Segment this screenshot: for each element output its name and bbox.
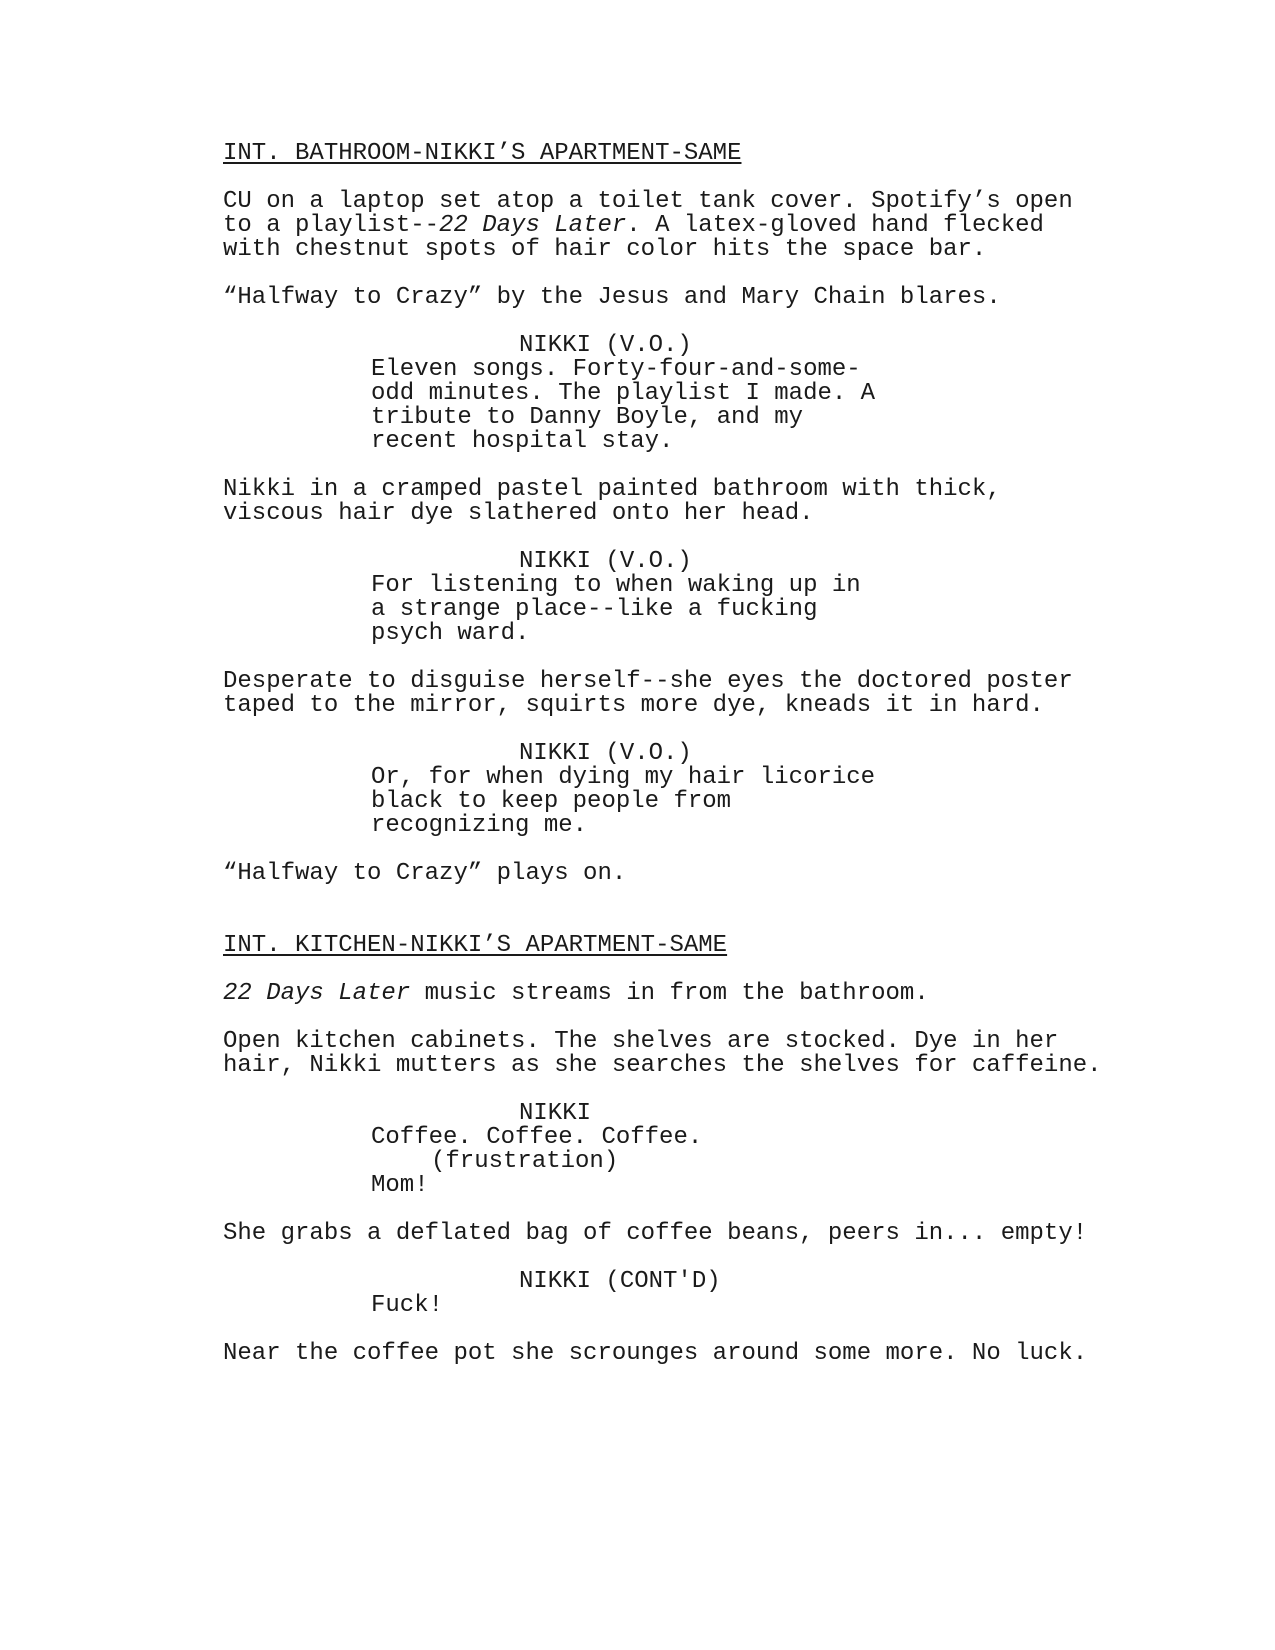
dialogue-line: black to keep people from bbox=[371, 788, 732, 815]
action-line: 22 Days Later music streams in from the bathroom. bbox=[223, 980, 929, 1007]
action-line: Desperate to disguise herself--she eyes the doctored poster bbox=[223, 668, 1073, 695]
action-line: Nikki in a cramped pastel painted bathroom with thick, bbox=[223, 476, 1001, 503]
action-line: CU on a laptop set atop a toilet tank cover. Spotify’s open bbox=[223, 188, 1073, 215]
action-line: hair, Nikki mutters as she searches the shelves for caffeine. bbox=[223, 1052, 1102, 1079]
action-line: with chestnut spots of hair color hits the space bar. bbox=[223, 236, 987, 263]
dialogue-line: Or, for when dying my hair licorice bbox=[371, 764, 876, 791]
dialogue-line: Mom! bbox=[371, 1172, 429, 1199]
parenthetical: (frustration) bbox=[431, 1148, 619, 1175]
action-line: Near the coffee pot she scrounges around some more. No luck. bbox=[223, 1340, 1088, 1367]
action-line: “Halfway to Crazy” plays on. bbox=[223, 860, 627, 887]
action-line: She grabs a deflated bag of coffee beans, peers in... empty! bbox=[223, 1220, 1088, 1247]
action-line: taped to the mirror, squirts more dye, kneads it in hard. bbox=[223, 692, 1044, 719]
action-line: viscous hair dye slathered onto her head. bbox=[223, 500, 814, 527]
italic-title: 22 Days Later bbox=[223, 980, 411, 1007]
action-line: Open kitchen cabinets. The shelves are stocked. Dye in her bbox=[223, 1028, 1059, 1055]
scene-heading: INT. KITCHEN-NIKKI’S APARTMENT-SAME bbox=[223, 932, 728, 959]
character-cue: NIKKI bbox=[519, 1100, 592, 1127]
dialogue-line: Fuck! bbox=[371, 1292, 444, 1319]
character-cue: NIKKI (V.O.) bbox=[519, 548, 692, 575]
action-line: “Halfway to Crazy” by the Jesus and Mary Chain blares. bbox=[223, 284, 1001, 311]
dialogue-line: tribute to Danny Boyle, and my bbox=[371, 404, 804, 431]
dialogue-line: psych ward. bbox=[371, 620, 530, 647]
dialogue-line: recognizing me. bbox=[371, 812, 588, 839]
italic-title: 22 Days Later bbox=[439, 212, 627, 239]
character-cue: NIKKI (CONT'D) bbox=[519, 1268, 721, 1295]
dialogue-line: Eleven songs. Forty-four-and-some- bbox=[371, 356, 861, 383]
character-cue: NIKKI (V.O.) bbox=[519, 740, 692, 767]
character-cue: NIKKI (V.O.) bbox=[519, 332, 692, 359]
dialogue-line: Coffee. Coffee. Coffee. bbox=[371, 1124, 703, 1151]
scene-heading: INT. BATHROOM-NIKKI’S APARTMENT-SAME bbox=[223, 140, 742, 167]
dialogue-line: For listening to when waking up in bbox=[371, 572, 861, 599]
dialogue-line: odd minutes. The playlist I made. A bbox=[371, 380, 876, 407]
dialogue-line: recent hospital stay. bbox=[371, 428, 674, 455]
action-line: to a playlist--22 Days Later. A latex-gloved hand flecked bbox=[223, 212, 1044, 239]
dialogue-line: a strange place--like a fucking bbox=[371, 596, 818, 623]
